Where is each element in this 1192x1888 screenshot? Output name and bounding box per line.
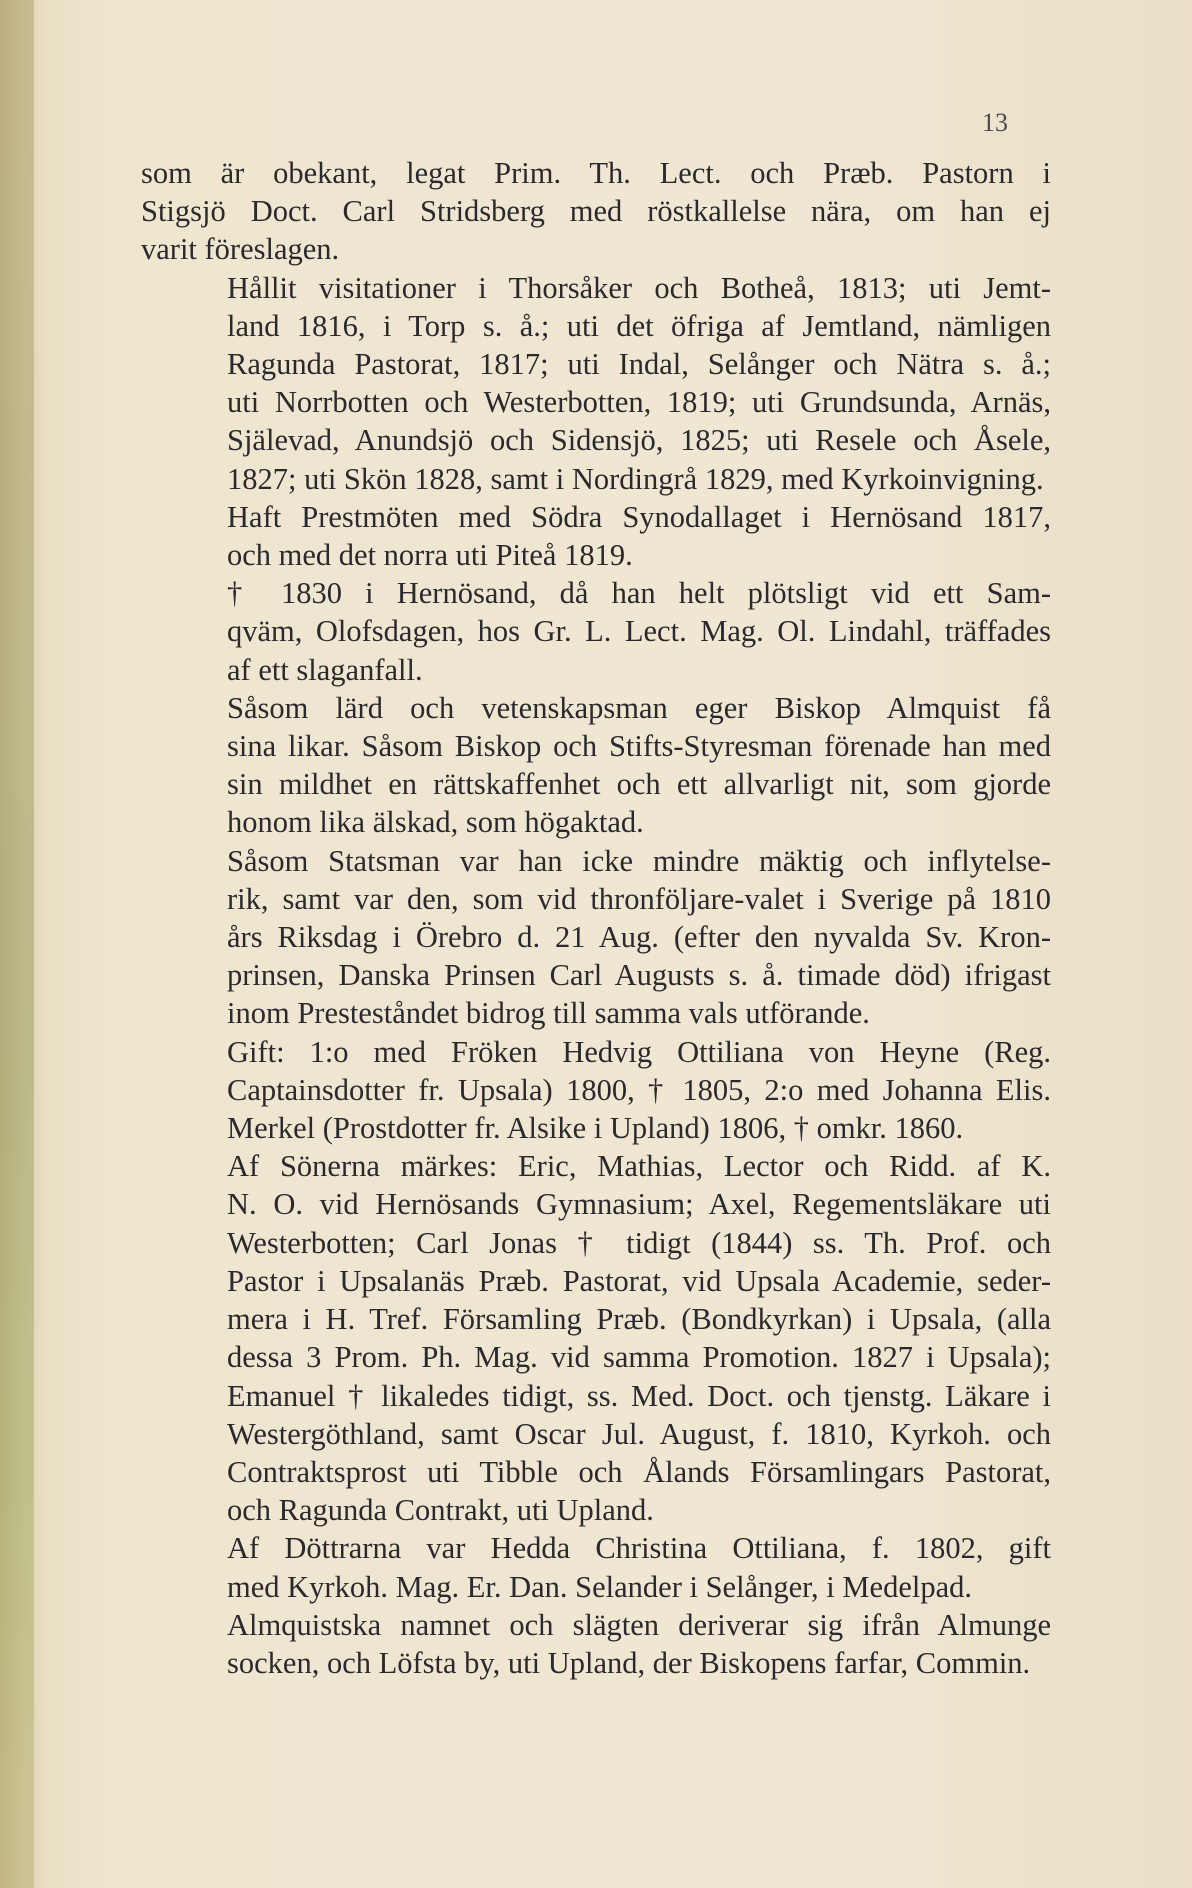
page-number: 13	[982, 108, 1008, 137]
text-line: socken, och Löfsta by, uti Upland, der Biskopens farfar, Commin.	[227, 1645, 1031, 1680]
page-gutter-shadow	[0, 0, 34, 1888]
text-line: honom lika älskad, som högaktad.	[227, 805, 644, 840]
text-line: Emanuel † likaledes tidigt, ss. Med. Doct. och tjenstg. Läkare i	[227, 1378, 1051, 1413]
paragraph	[141, 842, 1051, 1033]
text-line: N. O. vid Hernösands Gymnasium; Axel, Regementsläkare uti	[227, 1187, 1051, 1222]
text-line: Haft Prestmöten med Södra Synodallaget i Hernösand 1817,	[227, 499, 1051, 534]
text-line: land 1816, i Torp s. å.; uti det öfriga af Jemtland, nämligen	[227, 308, 1051, 343]
text-line: Af Döttrarna var Hedda Christina Ottiliana, f. 1802, gift	[227, 1531, 1051, 1566]
text-line: sin mildhet en rättskaffenhet och ett allvarligt nit, som gjorde	[227, 767, 1051, 802]
text-line: mera i H. Tref. Församling Præb. (Bondkyrkan) i Upsala, (alla	[227, 1302, 1051, 1337]
text-line: 1827; uti Skön 1828, samt i Nordingrå 1829, med Kyrkoinvigning.	[227, 461, 1044, 496]
text-line: † 1830 i Hernösand, då han helt plötsligt vid ett Sam-	[227, 576, 1051, 611]
paragraph	[141, 154, 1051, 269]
text-line: varit föreslagen.	[141, 232, 340, 267]
paragraph	[141, 1606, 1051, 1682]
text-line: Ragunda Pastorat, 1817; uti Indal, Selånger och Nätra s. å.;	[227, 347, 1051, 382]
text-line: af ett slaganfall.	[227, 652, 423, 687]
text-line: Almquistska namnet och slägten deriverar sig ifrån Almunge	[227, 1607, 1051, 1642]
text-line: Captainsdotter fr. Upsala) 1800, † 1805, 2:o med Johanna Elis.	[227, 1072, 1051, 1107]
text-line: inom Presteståndet bidrog till samma vals utförande.	[227, 996, 870, 1031]
paragraph	[141, 269, 1051, 498]
paragraph	[141, 1033, 1051, 1148]
text-line: prinsen, Danska Prinsen Carl Augusts s. å. timade död) ifrigast	[227, 958, 1051, 993]
text-line: rik, samt var den, som vid thronföljare-valet i Sverige på 1810	[227, 881, 1051, 916]
text-line: sina likar. Såsom Biskop och Stifts-Styresman förenade han med	[227, 729, 1051, 764]
text-line: Westerbotten; Carl Jonas † tidigt (1844) ss. Th. Prof. och	[227, 1225, 1051, 1260]
text-line: uti Norrbotten och Westerbotten, 1819; uti Grundsunda, Arnäs,	[227, 385, 1051, 420]
text-line: Själevad, Anundsjö och Sidensjö, 1825; uti Resele och Åsele,	[227, 423, 1051, 458]
text-line: Stigsjö Doct. Carl Stridsberg med röstkallelse nära, om han ej	[141, 194, 1051, 229]
text-line: qväm, Olofsdagen, hos Gr. L. Lect. Mag. Ol. Lindahl, träffades	[227, 614, 1051, 649]
text-line: Gift: 1:o med Fröken Hedvig Ottiliana von Heyne (Reg.	[227, 1034, 1051, 1069]
text-line: Af Sönerna märkes: Eric, Mathias, Lector och Ridd. af K.	[227, 1149, 1051, 1184]
paragraph	[141, 1529, 1051, 1605]
text-line: Pastor i Upsalanäs Præb. Pastorat, vid Upsala Academie, seder-	[227, 1263, 1051, 1298]
text-line: Såsom Statsman var han icke mindre mäktig och inflytelse-	[227, 843, 1051, 878]
text-line: och med det norra uti Piteå 1819.	[227, 538, 633, 573]
paragraph	[141, 498, 1051, 574]
text-line: dessa 3 Prom. Ph. Mag. vid samma Promotion. 1827 i Upsala);	[227, 1340, 1051, 1375]
text-line: och Ragunda Contrakt, uti Upland.	[227, 1493, 654, 1528]
paragraph	[141, 1147, 1051, 1529]
text-line: Hållit visitationer i Thorsåker och Botheå, 1813; uti Jemt-	[227, 270, 1051, 305]
text-line: som är obekant, legat Prim. Th. Lect. och Præb. Pastorn i	[141, 156, 1051, 190]
page-body	[141, 154, 1051, 1682]
text-line: års Riksdag i Örebro d. 21 Aug. (efter den nyvalda Sv. Kron-	[227, 920, 1051, 955]
text-line: med Kyrkoh. Mag. Er. Dan. Selander i Selånger, i Medelpad.	[227, 1569, 972, 1604]
paragraph	[141, 689, 1051, 842]
text-line: Westergöthland, samt Oscar Jul. August, f. 1810, Kyrkoh. och	[227, 1416, 1051, 1451]
text-line: Såsom lärd och vetenskapsman eger Biskop Almquist få	[227, 690, 1051, 725]
text-line: Contraktsprost uti Tibble och Ålands Församlingars Pastorat,	[227, 1454, 1051, 1489]
paragraph	[141, 574, 1051, 689]
text-line: Merkel (Prostdotter fr. Alsike i Upland) 1806, † omkr. 1860.	[227, 1111, 964, 1146]
